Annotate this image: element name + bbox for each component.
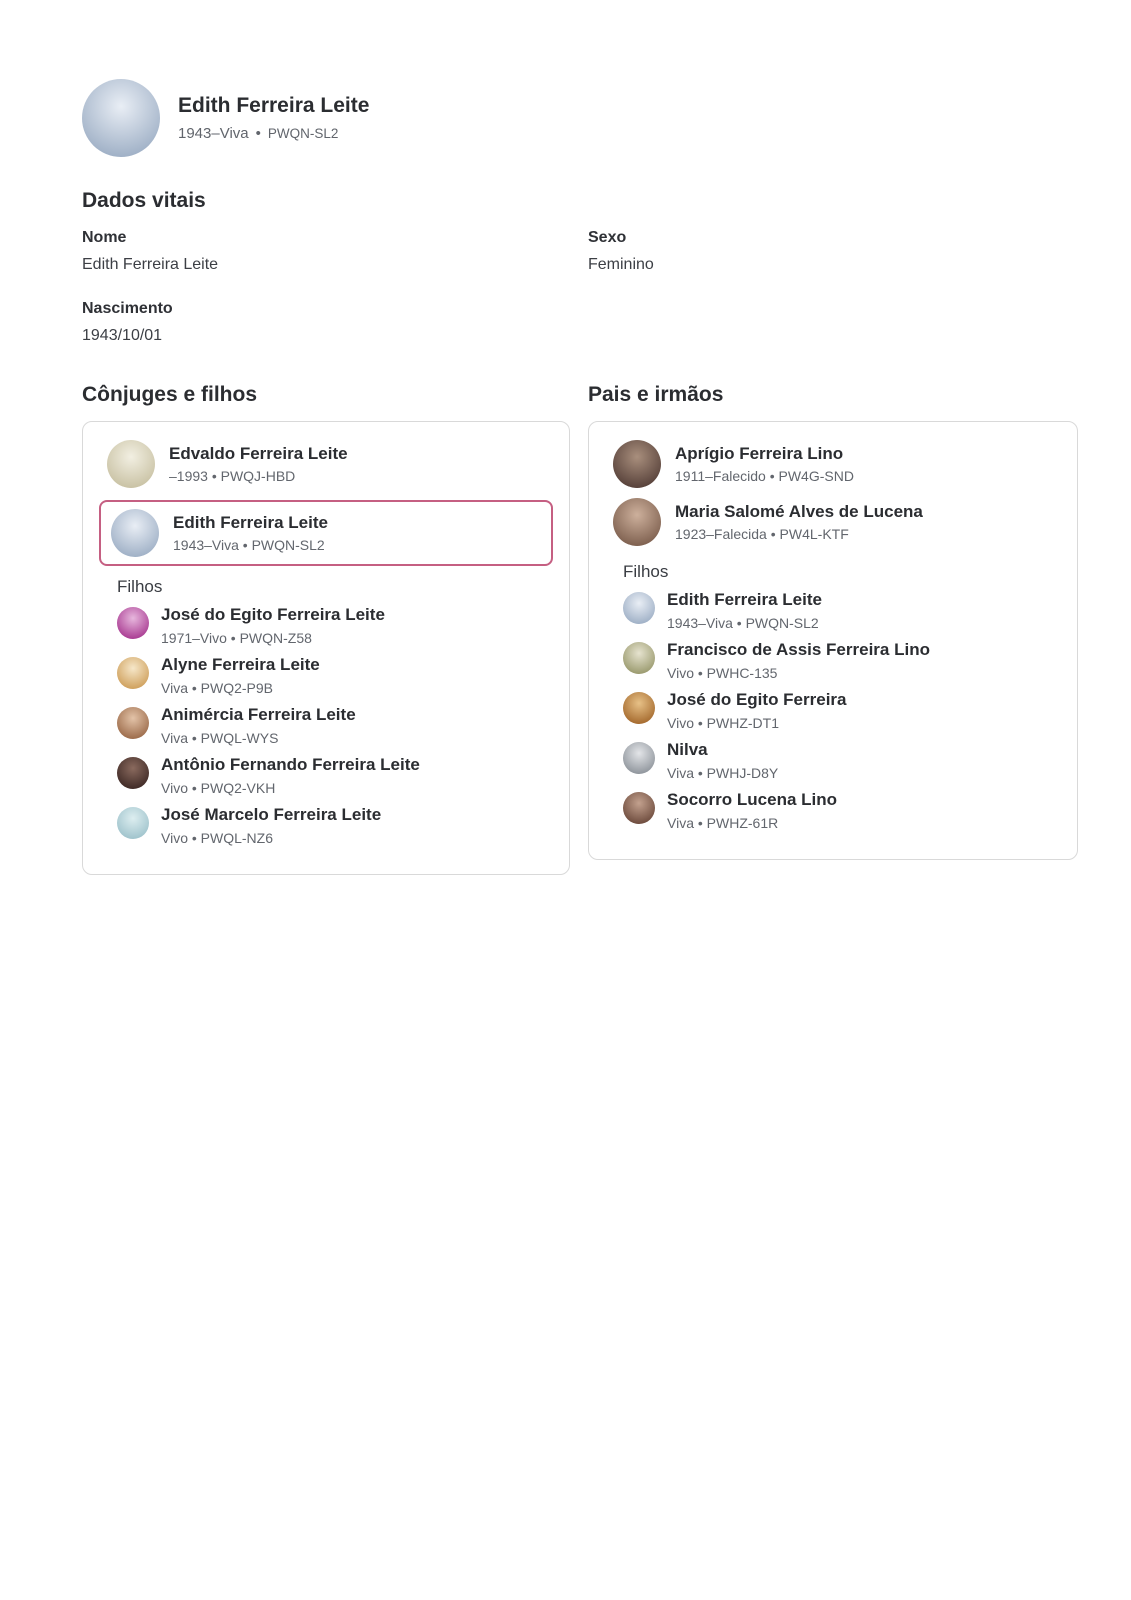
person-avatar (613, 440, 661, 488)
person-avatar (623, 742, 655, 774)
field-value: 1943/10/01 (82, 327, 163, 344)
person-lifespan-id: 1923–Falecida • PW4L-KTF (675, 526, 849, 543)
person-name: José do Egito Ferreira Leite (161, 605, 385, 624)
field-value: Feminino (588, 256, 654, 273)
siblings-group-label: Filhos (623, 562, 669, 581)
person-text (169, 443, 348, 485)
person-lifespan-id: 1971–Vivo • PWQN-Z58 (161, 630, 312, 647)
field-label: Nome (82, 229, 127, 246)
person-lifespan-id: Viva • PWHJ-D8Y (667, 765, 779, 782)
person-text (161, 604, 385, 647)
person-lifespan-id: Vivo • PWQ2-VKH (161, 780, 276, 797)
parents-siblings-section (588, 383, 1078, 860)
person-name: Socorro Lucena Lino (667, 790, 838, 810)
person-lifespan-id: Viva • PWQL-WYS (161, 730, 279, 747)
spouse-row[interactable] (99, 435, 553, 493)
vitals-grid (82, 229, 1078, 345)
sibling-row[interactable] (605, 589, 1061, 632)
selected-person-box (99, 500, 553, 566)
person-text (173, 512, 328, 554)
person-lifespan-id (178, 125, 369, 142)
person-avatar (623, 792, 655, 824)
person-avatar (117, 657, 149, 689)
spouses-card (82, 421, 570, 875)
lifespan-text: 1943–Viva (178, 125, 249, 142)
person-text (667, 789, 837, 832)
person-name: Antônio Fernando Ferreira Leite (161, 755, 420, 775)
person-lifespan-id: –1993 • PWQJ-HBD (169, 468, 296, 485)
person-avatar (613, 498, 661, 546)
person-text (675, 443, 854, 485)
person-lifespan-id: Vivo • PWHC-135 (667, 665, 778, 682)
person-portrait (82, 79, 160, 157)
person-id: PWQN-SL2 (267, 126, 339, 141)
person-name: Edith Ferreira Leite (173, 512, 328, 532)
field-value: Edith Ferreira Leite (82, 256, 219, 273)
sibling-row[interactable] (605, 789, 1061, 832)
person-text (675, 501, 923, 543)
person-name: Edvaldo Ferreira Leite (169, 443, 348, 463)
person-lifespan-id: 1943–Viva • PWQN-SL2 (667, 615, 819, 632)
child-row[interactable] (99, 804, 553, 847)
person-name: Alyne Ferreira Leite (161, 655, 320, 675)
person-lifespan-id: 1943–Viva • PWQN-SL2 (173, 537, 325, 554)
person-name: Animércia Ferreira Leite (161, 705, 356, 725)
person-header-text (178, 94, 369, 142)
child-row[interactable] (99, 754, 553, 797)
person-text (161, 654, 320, 697)
person-avatar (623, 642, 655, 674)
sibling-row[interactable] (605, 639, 1061, 682)
family-columns (82, 383, 1078, 875)
sibling-row[interactable] (605, 739, 1061, 782)
child-row[interactable] (99, 704, 553, 747)
vitals-section (82, 189, 1078, 345)
child-row[interactable] (99, 654, 553, 697)
field-label: Nascimento (82, 300, 173, 317)
person-header (82, 79, 1078, 157)
person-name: Maria Salomé Alves de Lucena (675, 501, 923, 521)
person-text (667, 639, 930, 682)
parent-row[interactable] (605, 493, 1061, 551)
parent-row[interactable] (605, 435, 1061, 493)
person-lifespan-id: Viva • PWHZ-61R (667, 815, 779, 832)
person-avatar (107, 440, 155, 488)
vitals-field-birth (82, 300, 588, 345)
person-text (161, 754, 420, 797)
person-avatar (623, 592, 655, 624)
person-lifespan-id: Vivo • PWQL-NZ6 (161, 830, 273, 847)
spouses-children-section (82, 383, 570, 875)
person-avatar (623, 692, 655, 724)
person-name: Nilva (667, 740, 708, 760)
spouses-section-title: Cônjuges e filhos (82, 383, 258, 406)
person-text (667, 739, 778, 782)
bullet-separator: • (255, 125, 261, 142)
person-name: Francisco de Assis Ferreira Lino (667, 640, 930, 660)
person-avatar (117, 807, 149, 839)
person-avatar (117, 707, 149, 739)
vitals-field-sex (588, 229, 1078, 274)
person-text (667, 689, 847, 732)
person-avatar (117, 757, 149, 789)
child-row[interactable] (99, 604, 553, 647)
sibling-row[interactable] (605, 689, 1061, 732)
person-avatar (111, 509, 159, 557)
children-group-label: Filhos (117, 577, 163, 596)
person-name: José Marcelo Ferreira Leite (161, 805, 382, 825)
selected-person-row[interactable] (109, 509, 543, 557)
person-avatar (117, 607, 149, 639)
person-text (667, 589, 822, 632)
parents-card (588, 421, 1078, 860)
person-name: Edith Ferreira Leite (667, 590, 822, 609)
parents-section-title: Pais e irmãos (588, 383, 724, 406)
person-text (161, 804, 381, 847)
person-lifespan-id: Viva • PWQ2-P9B (161, 680, 274, 697)
vitals-title: Dados vitais (82, 189, 206, 212)
field-label: Sexo (588, 229, 627, 246)
vitals-field-name (82, 229, 588, 274)
person-lifespan-id: 1911–Falecido • PW4G-SND (675, 468, 854, 485)
person-name: Aprígio Ferreira Lino (675, 443, 844, 463)
person-name: José do Egito Ferreira (667, 690, 847, 710)
page-title: Edith Ferreira Leite (178, 94, 370, 117)
person-lifespan-id: Vivo • PWHZ-DT1 (667, 715, 779, 732)
person-text (161, 704, 356, 747)
